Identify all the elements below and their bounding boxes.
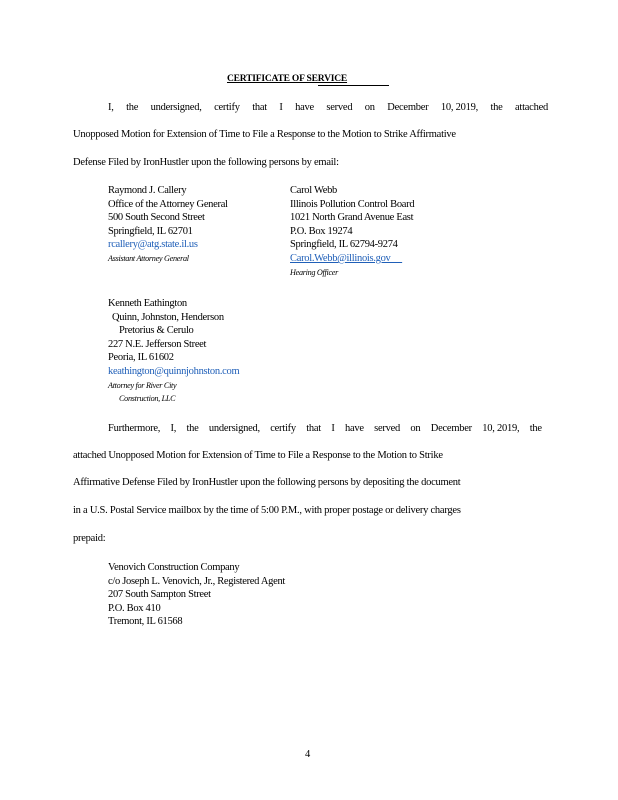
paragraph-1-line-1: [108, 103, 548, 114]
paragraph-2-line-2: attached Unopposed Motion for Extension of Time to File a Response to the Motion to Strike: [73, 450, 443, 461]
justified-word: the: [490, 102, 503, 113]
recipient-eathington: [108, 297, 239, 406]
justified-word: undersigned,: [150, 102, 202, 113]
recipient-name: Kenneth Eathington: [108, 298, 187, 309]
justified-word: have: [295, 102, 314, 113]
recipient-name: Raymond J. Callery: [108, 185, 187, 196]
recipient-city: Springfield, IL 62794-9274: [290, 239, 398, 251]
justified-word: the: [529, 423, 542, 434]
recipient-org-line-1: Quinn, Johnston, Henderson: [112, 311, 224, 323]
recipient-address: 500 South Second Street: [108, 212, 205, 224]
recipient-org-line-2: Pretorius & Cerulo: [119, 325, 194, 337]
justified-word: on: [410, 423, 421, 434]
recipient-city: Springfield, IL 62701: [108, 225, 193, 237]
justified-word: certify: [214, 102, 240, 113]
paragraph-2-line-4: in a U.S. Postal Service mailbox by the time of 5:00 P.M., with proper postage or delivery charges: [73, 505, 461, 516]
recipient-address: 227 N.E. Jefferson Street: [108, 338, 207, 350]
recipient-org: Office of the Attorney General: [108, 198, 228, 210]
mail-recipient-po-box: P.O. Box 410: [108, 602, 161, 614]
recipient-email-link[interactable]: keathington@quinnjohnston.com: [108, 365, 240, 377]
justified-word: December: [387, 102, 429, 113]
recipient-role-line-2: Construction, LLC: [119, 394, 176, 404]
justified-word: served: [374, 423, 401, 434]
recipient-city: Peoria, IL 61602: [108, 352, 174, 364]
page-number: 4: [305, 749, 311, 760]
justified-word: I: [331, 423, 335, 434]
justified-word: attached: [515, 102, 548, 113]
mail-recipient-name: Venovich Construction Company: [108, 562, 240, 573]
mail-recipient-address: 207 South Sampton Street: [108, 589, 211, 601]
justified-word: 10, 2019,: [482, 423, 520, 434]
justified-word: certify: [270, 423, 296, 434]
title-underline-rule: [318, 85, 389, 86]
justified-word: the: [186, 423, 199, 434]
certificate-title: CERTIFICATE OF SERVICE: [227, 74, 348, 84]
justified-word: undersigned,: [208, 423, 260, 434]
recipient-role: Hearing Officer: [290, 267, 339, 277]
mail-recipient-agent: c/o Joseph L. Venovich, Jr., Registered Agent: [108, 575, 286, 587]
mail-recipient-venovich: [108, 561, 285, 629]
paragraph-2-line-3: Affirmative Defense Filed by IronHustler upon the following persons by depositing the document: [73, 477, 461, 488]
justified-word: December: [430, 423, 472, 434]
justified-word: that: [252, 102, 267, 113]
justified-word: I,: [170, 423, 177, 434]
recipient-webb: [290, 184, 414, 279]
justified-word: that: [306, 423, 321, 434]
recipient-name: Carol Webb: [290, 185, 337, 196]
justified-word: served: [326, 102, 353, 113]
recipient-callery: [108, 184, 228, 266]
justified-word: have: [344, 423, 364, 434]
recipient-role: Assistant Attorney General: [108, 253, 189, 263]
justified-word: I: [279, 102, 283, 113]
paragraph-2-line-5: prepaid:: [73, 533, 106, 544]
recipient-email-link[interactable]: rcallery@atg.state.il.us: [108, 239, 198, 251]
justified-word: Furthermore,: [108, 423, 161, 434]
justified-word: on: [364, 102, 375, 113]
recipient-po-box: P.O. Box 19274: [290, 225, 353, 237]
justified-word: I,: [108, 102, 114, 113]
paragraph-1-line-3: Defense Filed by IronHustler upon the following persons by email:: [73, 157, 339, 168]
paragraph-2-line-1: [108, 424, 542, 435]
paragraph-1-line-2: Unopposed Motion for Extension of Time to File a Response to the Motion to Strike Affirmative: [73, 129, 456, 140]
recipient-org: Illinois Pollution Control Board: [290, 198, 415, 210]
recipient-address: 1021 North Grand Avenue East: [290, 212, 414, 224]
mail-recipient-city: Tremont, IL 61568: [108, 616, 183, 628]
justified-word: the: [126, 102, 139, 113]
recipient-role-line-1: Attorney for River City: [108, 380, 177, 390]
recipient-email-link[interactable]: Carol.Webb@illinois.gov: [290, 252, 391, 264]
justified-word: 10, 2019,: [440, 102, 478, 113]
